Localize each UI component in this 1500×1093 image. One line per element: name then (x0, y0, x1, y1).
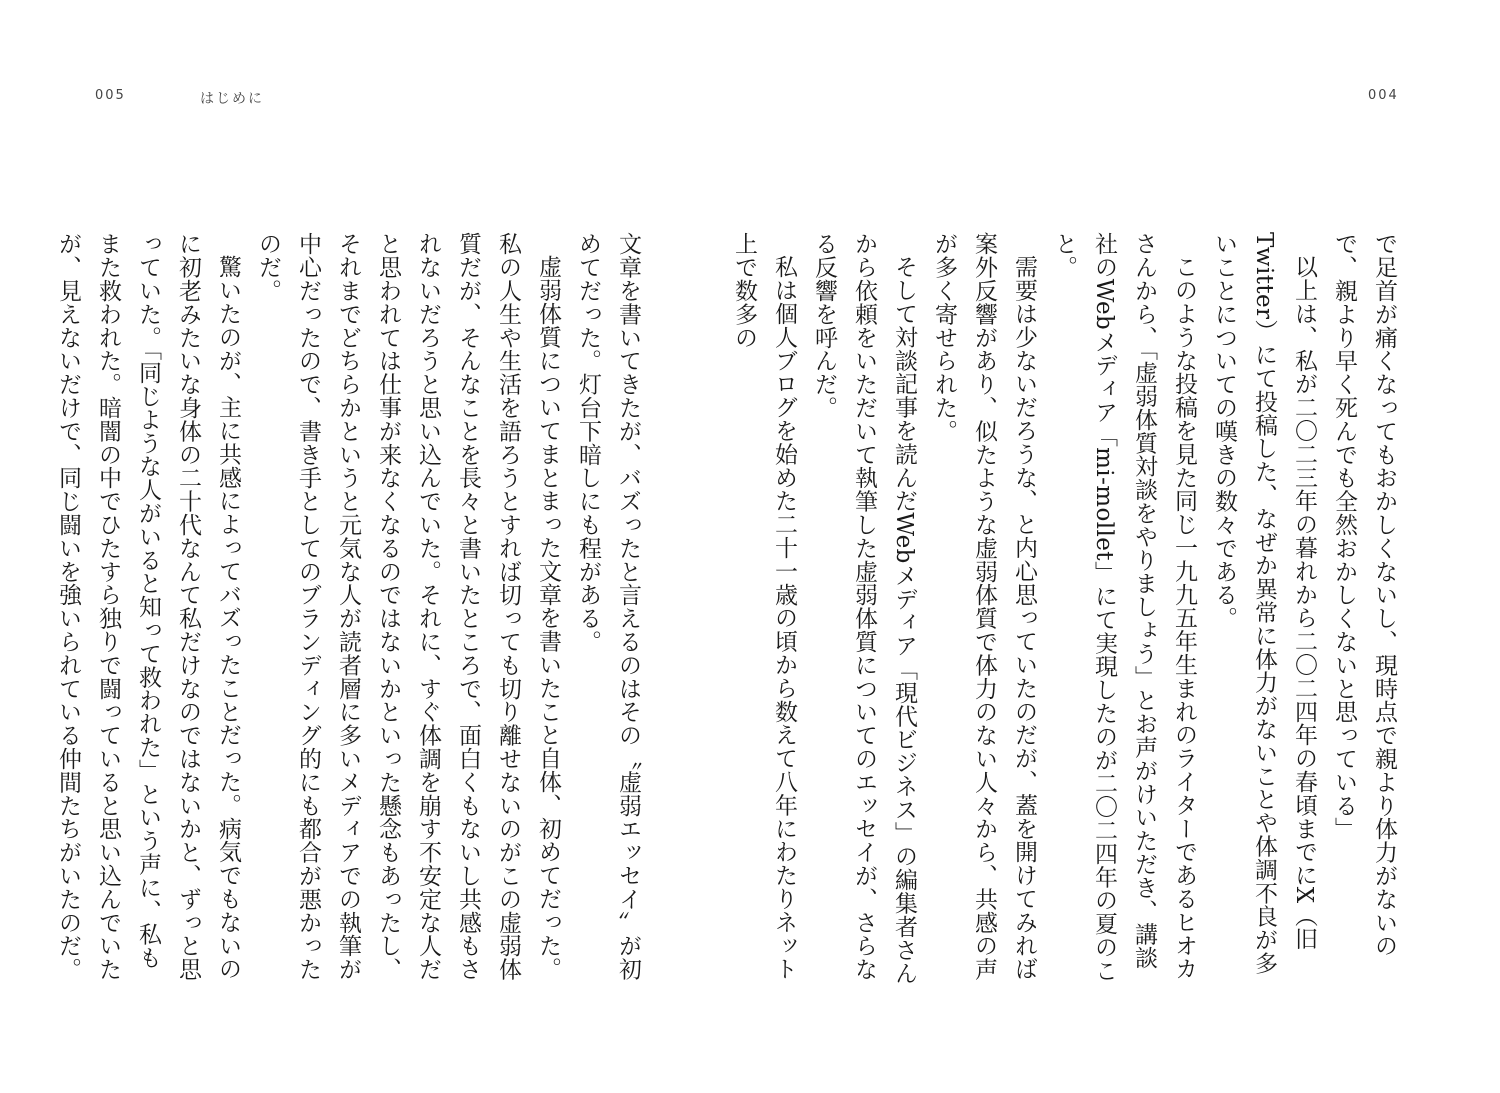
paragraph: そして対談記事を読んだWebメディア「現代ビジネス」の編集者さんから依頼をいただいて執筆した虚弱体質についてのエッセイが、さらなる反響を呼んだ。 (811, 232, 917, 985)
right-page-text (731, 232, 1404, 992)
paragraph: 文章を書いてきたが、バズったと言えるのはその〝虚弱エッセイ〟が初めてだった。灯台下暗しにも程がある。 (575, 232, 641, 981)
paragraph: 私は個人ブログを始めた二十一歳の頃から数えて八年にわたりネット上で数多の (731, 232, 797, 981)
right-page-number: 004 (1368, 88, 1399, 103)
left-page-text (55, 232, 648, 992)
paragraph: で足首が痛くなってもおかしくないし、現時点で親より体力がないので、親より早く死んでも全然おかしくないと思っている」 (1331, 232, 1397, 958)
paragraph: 需要は少ないだろうな、と内心思っていたのだが、蓋を開けてみれば案外反響があり、似たような虚弱体質で体力のない人々から、共感の声が多く寄せられた。 (931, 232, 1037, 981)
paragraph: 以上は、私が二〇二三年の暮れから二〇二四年の春頃までにX（旧Twitter）にて投稿した、なぜか異常に体力がないことや体調不良が多いことについての嘆きの数々である。 (1211, 232, 1317, 975)
paragraph: 驚いたのが、主に共感によってバズったことだった。病気でもないのに初老みたいな身体の二十代なんて私だけなのではないかと、ずっと思っていた。「同じような人がいると知って救われた」という声に、私もまた救われた。暗闇の中でひたすら独りで闘っていると思い込んでいたが、見えないだけで、同じ闘いを強いられている仲間たちがいたのだ。 (55, 232, 241, 981)
paragraph: 虚弱体質についてまとまった文章を書いたこと自体、初めてだった。私の人生や生活を語ろうとすれば切っても切り離せないのがこの虚弱体質だが、そんなことを長々と書いたところで、面白くもないし共感もされないだろうと思い込んでいた。それに、すぐ体調を崩す不安定な人だと思われては仕事が来なくなるのではないかといった懸念もあったし、それまでどちらかというと元気な人が読者層に多いメディアでの執筆が中心だったので、書き手としてのブランディング的にも都合が悪かったのだ。 (255, 232, 561, 981)
left-page-number: 005 (95, 88, 126, 103)
chapter-title: はじめに (200, 91, 264, 107)
paragraph: このような投稿を見た同じ一九九五年生まれのライターであるヒオカさんから、「虚弱体質対談をやりましょう」とお声がけいただき、講談社のWebメディア「mi-mollet」にて実現したのが二〇二四年の夏のこと。 (1051, 232, 1197, 983)
